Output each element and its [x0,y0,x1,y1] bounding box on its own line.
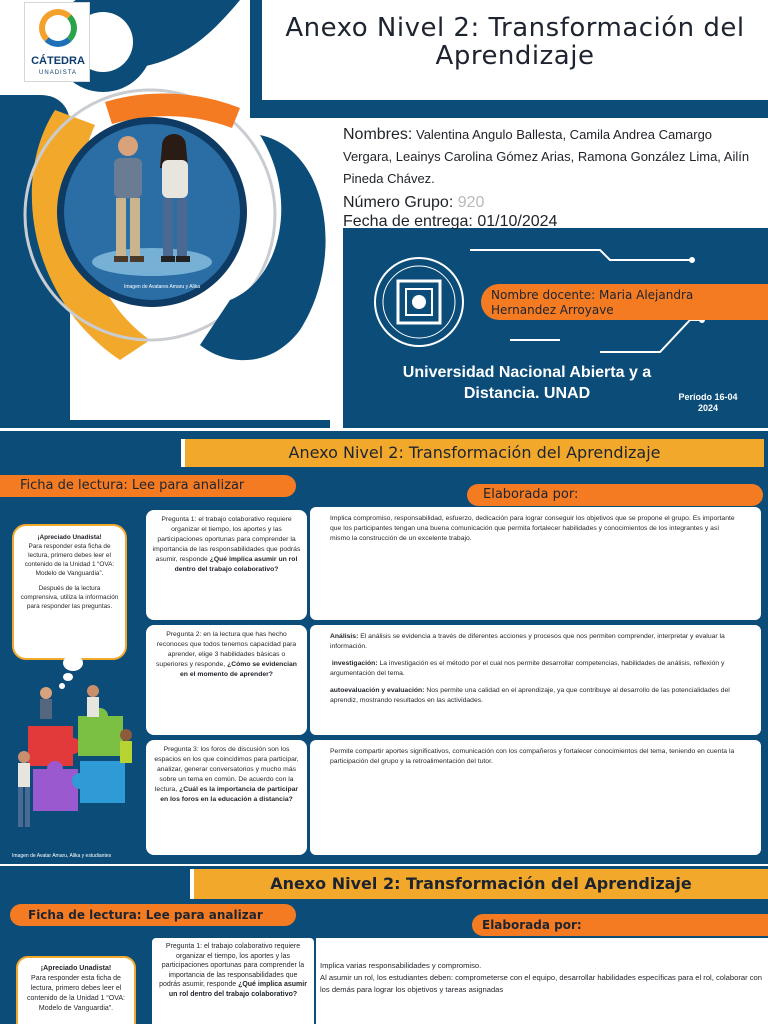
sheet-banner-2: Anexo Nivel 2: Transformación del Aprendizaje [190,869,768,899]
puzzle-illustration [8,681,158,851]
avatar-caption: Imagen de Avatares Amaru y Alika [123,284,201,290]
reading-sheet-slide-2 [0,866,768,1024]
sheet-caption: Imagen de Avatar Amaru, Alika y estudiantes [12,853,112,859]
greeting-note: ¡Apreciado Unadista! Para responder esta ficha de lectura, primero debes leer el contenido de la Unidad 1 “OVA: Modelo de Vanguardia”. Después de la lectura comprensiva, utiliza la información para responder las preguntas. [12,524,127,660]
question-2: Pregunta 2: en la lectura que has hecho reconoces que todos tenemos capacidad para aprender, elige 3 habilidades básicas o superiores y responde, ¿Cómo se evidencian en el momento de aprender? [146,625,307,735]
group-number: Número Grupo: 920 [343,194,485,211]
student-names [343,124,763,190]
delivery-date: Fecha de entrega: 01/10/2024 [343,213,558,230]
answer-1-b: Implica varias responsabilidades y compromiso. Al asumir un rol, los estudiantes deben: comprometerse con el equipo, desarrollar habilidades específicas para el rol, colaborar con los demás para lograr los objetivos y tareas asignadas [316,938,768,1024]
catedra-logo: CÁTEDRA UNADISTA [24,2,90,82]
greeting-note-2: ¡Apreciado Unadista! Para responder esta ficha de lectura, primero debes leer el contenido de la Unidad 1 “OVA: Modelo de Vanguardia”. [16,956,136,1024]
reading-sheet-slide [0,431,768,864]
sheet-subtitle-2: Ficha de lectura: Lee para analizar [10,904,296,926]
answer-1: Implica compromiso, responsabilidad, esfuerzo, dedicación para lograr conseguir los objetivos que se propone el grupo. Es importante que los participantes tengan una buena comunicación que permita fortalecer habilidades y conocimientos de los integrantes y así mismo la construcción de un excelente trabajo. [310,507,761,620]
sheet-subtitle: Ficha de lectura: Lee para analizar [0,475,296,497]
answer-2: Análisis: El análisis se evidencia a través de diferentes acciones y procesos que nos permiten comprender, interpretar y evaluar la información. investigación: La investigación es el método por el cual nos permite desarrollar competencias, habilidades de análisis, reflexión y argumentación del tema. autoevaluación y evaluación: Nos permite una calidad en el aprendizaje, ya que contribuye al desarrollo de las potencialidades del aprendiz, mostrando resultados en las actividades. [310,625,761,735]
elaborated-by: Elaborada por: [467,484,763,506]
elaborated-by-2: Elaborada por: [472,914,768,936]
names-label: Nombres: [343,126,413,143]
names-value: Valentina Angulo Ballesta, Camila Andrea Camargo Vergara, Leainys Carolina Gómez Arias, Ramona González Lima, Ailín Pineda Chávez. [343,127,750,186]
question-1: Pregunta 1: el trabajo colaborativo requiere organizar el tiempo, los aportes y las participaciones oportunas para comprender la importancia de las responsabilidades que podrás asumir, responde ¿Qué implica asumir un rol dentro del trabajo colaborativo? [146,510,307,620]
period: Período 16-04 2024 [678,392,738,413]
group-value: 920 [457,194,485,211]
avatars-image [90,128,220,278]
university-name: Universidad Nacional Abierta y a Distancia. UNAD [402,364,652,402]
answer-3: Permite compartir aportes significativos, comunicación con los compañeros y fortalecer conocimientos del tema, teniendo en cuenta la participación del grupo y la retroalimentación del tutor. [310,740,761,855]
teacher-name: Nombre docente: Maria Alejandra Hernandez Arroyave [481,284,768,320]
question-1-b: Pregunta 1: el trabajo colaborativo requiere organizar el tiempo, los aportes y las participaciones oportunas para comprender la importancia de las responsabilidades que podrás asumir, responde ¿Qué implica asumir un rol dentro del trabajo colaborativo? [152,938,314,1024]
logo-mark-icon [39,9,77,47]
cover-title: Anexo Nivel 2: Transformación del Aprendizaje [285,13,745,71]
question-3: Pregunta 3: los foros de discusión son los espacios en los que coincidimos para participar, analizar, generar conversatorios y mucho más sobre un tema en común. De acuerdo con la lectura, ¿Cuál es la importancia de participar en los foros en la educación a distancia? [146,740,307,855]
cover-slide [0,0,768,428]
date-value: 01/10/2024 [477,213,558,230]
sheet-banner: Anexo Nivel 2: Transformación del Aprendizaje [181,439,764,467]
